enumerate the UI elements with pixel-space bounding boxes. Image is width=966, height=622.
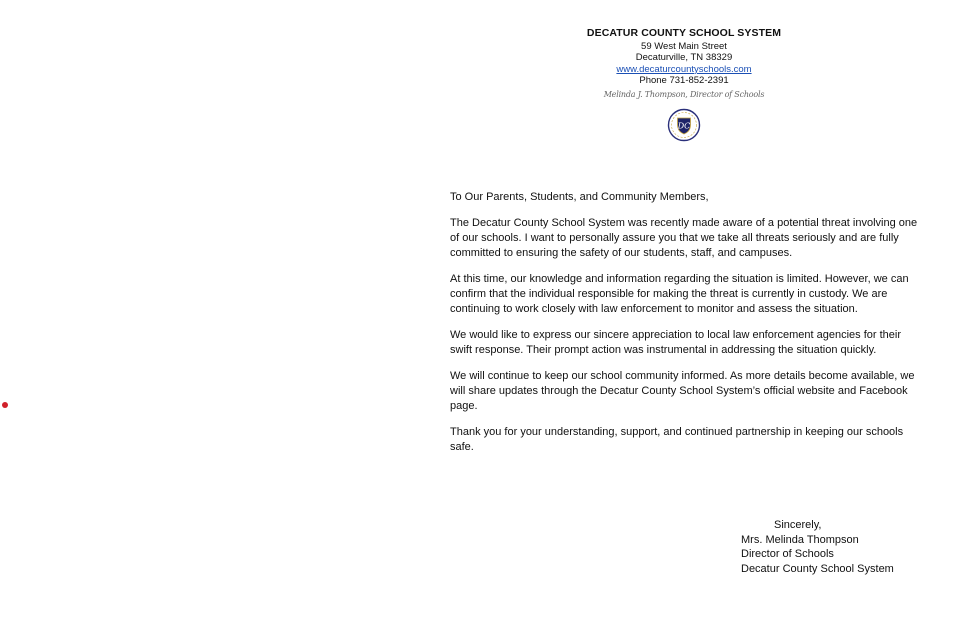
signer-organization: Decatur County School System xyxy=(741,562,894,575)
phone-number: Phone 731-852-2391 xyxy=(639,75,729,87)
paragraph-threat-awareness: The Decatur County School System was recently made aware of a potential threat involving one of our schools. I want to personally assure you that we take all threats seriously and are fully committed to ensuring the safety of our students, staff, and campuses. xyxy=(450,217,918,259)
svg-text:DC: DC xyxy=(677,121,691,131)
paragraph-suspect-custody: At this time, our knowledge and information regarding the situation is limited. However, we can confirm that the individual responsible for making the threat is currently in custody. We are continuing to work closely with law enforcement to monitor and assess the situation. xyxy=(450,273,909,315)
letter-body xyxy=(450,190,925,466)
address-city: Decaturville, TN 38329 xyxy=(635,52,733,64)
paragraph-updates: We will continue to keep our school community informed. As more details become available, we will share updates through the Decatur County School System’s official website and Facebook page. xyxy=(450,370,915,412)
valediction: Sincerely, xyxy=(774,519,822,531)
organization-name: DECATUR COUNTY SCHOOL SYSTEM xyxy=(586,27,782,39)
signer-name: Mrs. Melinda Thompson xyxy=(741,533,859,546)
paragraph-thank-you: Thank you for your understanding, support, and continued partnership in keeping our schools safe. xyxy=(450,426,904,453)
director-signature-line: Melinda J. Thompson, Director of Schools xyxy=(603,89,765,99)
signer-title: Director of Schools xyxy=(741,548,834,561)
red-marker-dot xyxy=(2,402,8,408)
school-crest-logo-icon xyxy=(667,108,701,142)
letterhead xyxy=(584,28,784,101)
paragraph-law-enforcement-thanks: We would like to express our sincere appreciation to local law enforcement agencies for their swift response. Their prompt action was instrumental in addressing the situation quickly. xyxy=(450,329,902,356)
address-street: 59 West Main Street xyxy=(641,40,727,52)
website-link[interactable]: www.decaturcountyschools.com xyxy=(616,63,752,75)
signature-block xyxy=(741,518,894,576)
salutation: To Our Parents, Students, and Community Members, xyxy=(450,191,709,203)
